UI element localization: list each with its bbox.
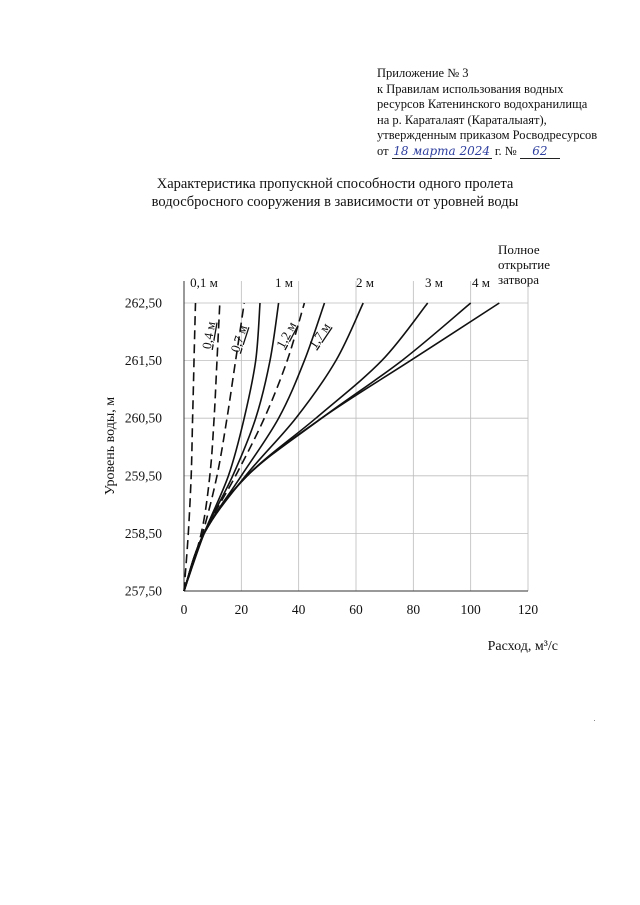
header-line-2: к Правилам использования водных xyxy=(377,81,564,96)
handwritten-number: 62 xyxy=(520,145,560,159)
x-tick-label: 0 xyxy=(180,602,188,617)
label-4m: 4 м xyxy=(472,275,490,290)
header-line-1: Приложение № 3 xyxy=(377,66,469,80)
label-0-4m: 0,4 м xyxy=(198,320,219,351)
label-full-opening-line-3: затвора xyxy=(498,272,540,287)
header-line-3: ресурсов Катенинского водохранилища xyxy=(377,97,588,112)
x-tick-label: 40 xyxy=(291,602,306,617)
y-tick-label: 261,50 xyxy=(124,353,162,369)
year-number-label: г. № xyxy=(494,143,517,158)
label-1-2m: 1,2 м xyxy=(272,319,300,351)
label-3m: 3 м xyxy=(425,275,443,290)
header-line-5: утвержденным приказом Росводресурсов xyxy=(377,128,598,143)
label-1-7m: 1,7 м xyxy=(305,319,334,352)
label-full-opening-line-2: открытие xyxy=(498,257,550,272)
scan-speck xyxy=(594,720,595,721)
x-axis-title: Расход, м³/с xyxy=(487,639,558,654)
header-line-4: на р. Караталаят (Караталыаят), xyxy=(377,112,547,127)
label-2m: 2 м xyxy=(356,275,374,290)
y-tick-label: 262,50 xyxy=(124,295,162,311)
y-tick-label: 258,50 xyxy=(124,525,162,541)
x-tick-label: 80 xyxy=(406,602,421,617)
from-label: от xyxy=(377,143,389,158)
label-0-1m: 0,1 м xyxy=(190,275,218,290)
curve-9-3 xyxy=(184,303,428,591)
label-0-7m: 0,7 м xyxy=(227,323,251,355)
y-tick-label: 257,50 xyxy=(124,583,162,599)
y-tick-label: 259,50 xyxy=(124,468,162,484)
curve-4-1 xyxy=(184,303,260,591)
chart-title-line-1: Характеристика пропускной способности одного пролета xyxy=(156,176,514,192)
label-full-opening-line-1: Полное xyxy=(498,242,540,257)
x-tick-label: 20 xyxy=(234,602,249,617)
chart-title-line-2: водосбросного сооружения в зависимости от уровней воды xyxy=(151,194,519,210)
label-1m: 1 м xyxy=(275,275,293,290)
handwritten-date: 18 марта 2024 xyxy=(393,143,491,158)
chart-labels xyxy=(103,242,558,654)
x-tick-label: 100 xyxy=(460,602,481,617)
y-axis-title: Уровень воды, м xyxy=(103,396,118,496)
y-tick-label: 260,50 xyxy=(124,410,162,426)
x-tick-label: 120 xyxy=(517,602,539,617)
curve-10-4 xyxy=(184,303,471,591)
curve-1-0-1 xyxy=(184,303,196,591)
x-tick-label: 60 xyxy=(349,602,363,617)
